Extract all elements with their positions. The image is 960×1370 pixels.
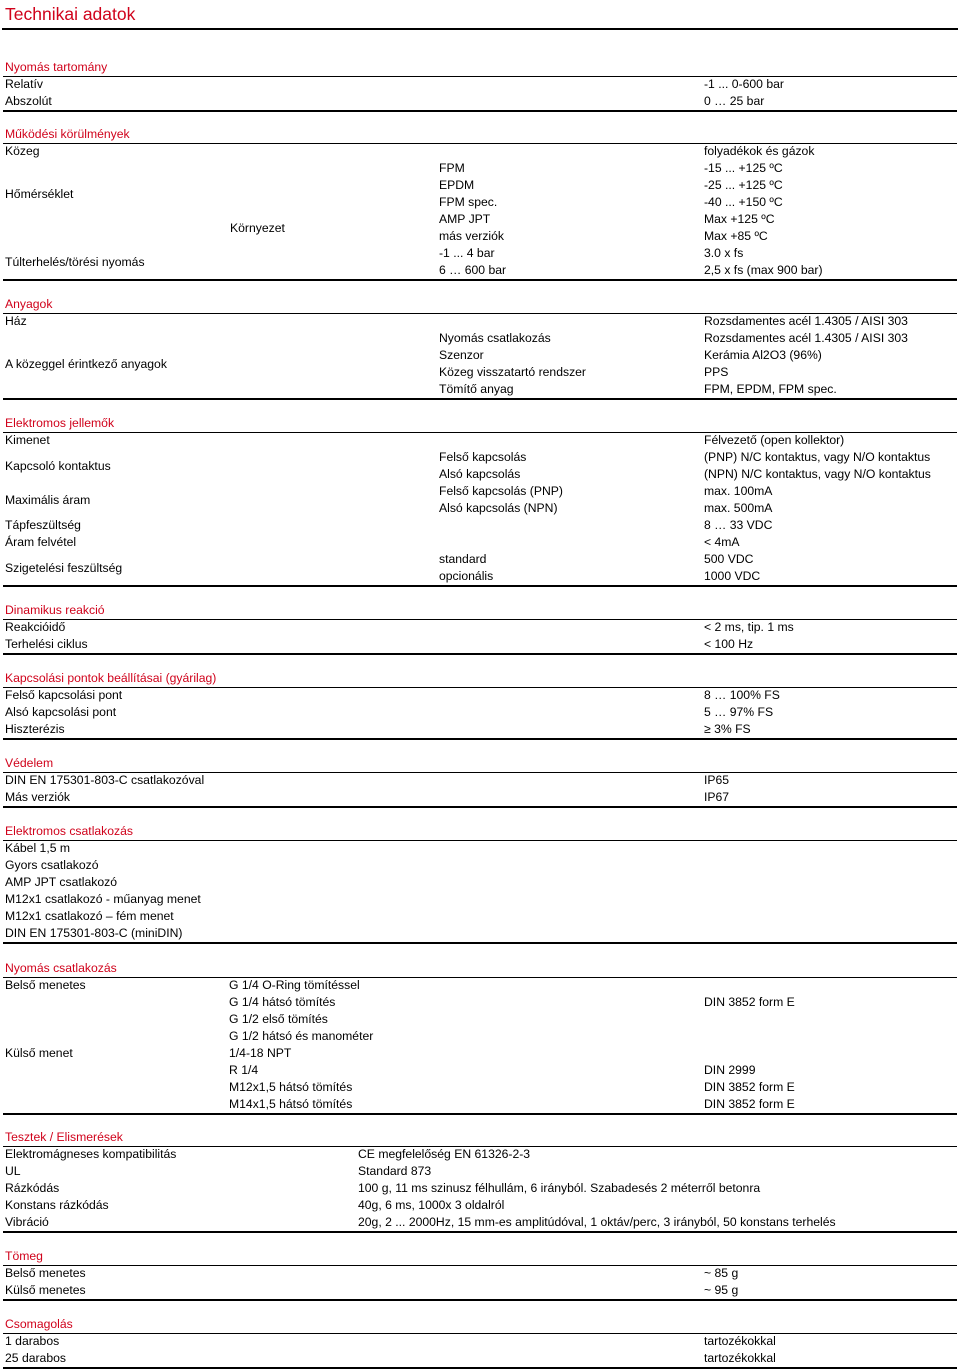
row-divider [3,738,957,740]
row-divider [3,585,957,587]
row-label: 1 darabos [5,1334,60,1348]
row-sub-label: 6 … 600 bar [439,263,507,277]
row-value: Max +85 ºC [704,229,768,243]
row-label: Áram felvétel [5,535,77,549]
row-sub-label: Felső kapcsolás (PNP) [439,484,563,498]
row-divider [3,110,957,112]
row-value: 8 … 33 VDC [704,518,773,532]
row-sub-label: 40g, 6 ms, 1000x 3 oldalról [358,1198,505,1212]
row-sub-label: 100 g, 11 ms szinusz félhullám, 6 irányból. Szabadesés 2 méterről betonra [358,1181,761,1195]
row-label: Más verziók [5,790,71,804]
row-label: Külső menet [5,1046,73,1060]
row-label: Hőmérséklet [5,186,74,201]
row-sub-label: G 1/4 O-Ring tömítéssel [229,978,360,992]
row-sub-label: Alsó kapcsolás (NPN) [439,501,558,515]
row-label: Elektromágneses kompatibilitás [5,1147,177,1161]
row-value: folyadékok és gázok [704,144,815,158]
row-divider [3,687,957,688]
row-label: Reakcióidő [5,620,66,634]
row-value: DIN 3852 form E [704,1080,795,1094]
row-value: (PNP) N/C kontaktus, vagy N/O kontaktus [704,450,931,464]
row-label: AMP JPT csatlakozó [5,875,117,889]
row-value: DIN 3852 form E [704,1097,795,1111]
row-value: max. 500mA [704,501,773,515]
row-value: -15 ... +125 ºC [704,161,783,175]
row-divider [3,619,957,620]
row-value: 0 … 25 bar [704,94,765,108]
row-label: Abszolút [5,94,52,108]
row-value: 2,5 x fs (max 900 bar) [704,263,823,277]
row-sub-label: G 1/4 hátsó tömítés [229,995,336,1009]
row-label: Konstans rázkódás [5,1198,109,1212]
row-sub-label: 20g, 2 ... 2000Hz, 15 mm-es amplitúdóval, 1 oktáv/perc, 3 irányból, 50 konstans terhelés [358,1215,836,1229]
row-sub-label: M12x1,5 hátsó tömítés [229,1080,353,1094]
row-value: -25 ... +125 ºC [704,178,783,192]
row-value: Kerámia Al2O3 (96%) [704,348,822,362]
row-sub-label: R 1/4 [229,1063,259,1077]
row-value: ≥ 3% FS [704,722,751,736]
row-sub-label: Tömítő anyag [439,382,514,396]
row-divider [3,942,957,944]
row-value: 500 VDC [704,552,754,566]
row-value: -40 ... +150 ºC [704,195,783,209]
row-value: FPM, EPDM, FPM spec. [704,382,837,396]
row-divider [3,653,957,655]
row-sub-label: 1/4-18 NPT [229,1046,292,1060]
section-heading: Elektromos jellemők [5,416,115,430]
row-label: Kábel 1,5 m [5,841,71,855]
row-divider [3,1265,957,1266]
section-heading: Tömeg [5,1249,43,1263]
row-label: DIN EN 175301-803-C csatlakozóval [5,773,205,787]
section-heading: Elektromos csatlakozás [5,824,134,838]
row-divider [3,1231,957,1233]
row-sub-label: Közeg visszatartó rendszer [439,365,586,379]
row-sub-label: Felső kapcsolás [439,450,527,464]
row-divider [3,1113,957,1115]
row-label: Ház [5,314,27,328]
row-divider [3,977,957,978]
row-label: Tápfeszültség [5,518,81,532]
row-value: ~ 85 g [704,1266,739,1280]
section-heading: Csomagolás [5,1317,73,1331]
row-label: Kapcsoló kontaktus [5,458,111,473]
row-label: Gyors csatlakozó [5,858,99,872]
row-value: < 100 Hz [704,637,754,651]
row-label: Belső menetes [5,978,86,992]
row-label: Terhelési ciklus [5,637,88,651]
row-sub-label: más verziók [439,229,505,243]
section-heading: Védelem [5,756,54,770]
row-sub-label: FPM spec. [439,195,498,209]
row-value: ~ 95 g [704,1283,739,1297]
row-divider [3,279,957,281]
row-label: DIN EN 175301-803-C (miniDIN) [5,926,183,940]
row-sub-label: Nyomás csatlakozás [439,331,551,345]
row-value: tartozékokkal [704,1351,776,1365]
row-value: (NPN) N/C kontaktus, vagy N/O kontaktus [704,467,931,481]
section-heading: Működési körülmények [5,127,130,141]
row-value: Rozsdamentes acél 1.4305 / AISI 303 [704,331,908,345]
row-label: UL [5,1164,21,1178]
row-label: Vibráció [5,1215,49,1229]
row-value: 5 … 97% FS [704,705,774,719]
row-value: tartozékokkal [704,1334,776,1348]
row-value: PPS [704,365,729,379]
row-value: < 2 ms, tip. 1 ms [704,620,794,634]
row-label: 25 darabos [5,1351,66,1365]
page-title: Technikai adatok [5,4,136,24]
row-sub-label: G 1/2 első tömítés [229,1012,328,1026]
row-value: < 4mA [704,535,740,549]
row-divider [3,398,957,400]
row-sub-label: standard [439,552,487,566]
row-label: Külső menetes [5,1283,86,1297]
row-label: M12x1 csatlakozó – fém menet [5,909,174,923]
section-heading: Anyagok [5,297,53,311]
row-label: A közeggel érintkező anyagok [5,356,167,371]
row-label: Közeg [5,144,40,158]
row-label: M12x1 csatlakozó - műanyag menet [5,892,201,906]
row-label: Relatív [5,77,43,91]
row-value: 3.0 x fs [704,246,744,260]
row-label: Maximális áram [5,492,91,507]
row-sub-label: G 1/2 hátsó és manométer [229,1029,374,1043]
section-heading: Nyomás tartomány [5,60,108,74]
row-label: Felső kapcsolási pont [5,688,123,702]
row-value: 8 … 100% FS [704,688,780,702]
section-heading: Nyomás csatlakozás [5,961,117,975]
row-value: IP67 [704,790,730,804]
row-divider [3,1299,957,1301]
row-label: Alsó kapcsolási pont [5,705,117,719]
row-sub-label: Standard 873 [358,1164,432,1178]
row-sub-label: Szenzor [439,348,484,362]
section-heading: Dinamikus reakció [5,603,105,617]
row-value: Félvezető (open kollektor) [704,433,845,447]
row-label: Belső menetes [5,1266,86,1280]
row-divider [3,1333,957,1334]
row-sub-label: M14x1,5 hátsó tömítés [229,1097,353,1111]
row-value: Max +125 ºC [704,212,775,226]
title-bar [2,0,958,30]
row-group-label: Környezet [230,220,285,235]
row-value: 1000 VDC [704,569,761,583]
row-value: IP65 [704,773,730,787]
section-heading: Kapcsolási pontok beállításai (gyárilag) [5,671,217,685]
row-sub-label: -1 ... 4 bar [439,246,495,260]
row-value: DIN 2999 [704,1063,756,1077]
row-label: Szigetelési feszültség [5,560,123,575]
row-label: Hiszterézis [5,722,65,736]
row-divider [3,840,957,841]
row-value: max. 100mA [704,484,773,498]
row-sub-label: opcionális [439,569,494,583]
row-sub-label: FPM [439,161,465,175]
row-label: Kimenet [5,433,50,447]
row-sub-label: Alsó kapcsolás [439,467,521,481]
row-sub-label: AMP JPT [439,212,491,226]
row-value: -1 ... 0-600 bar [704,77,784,91]
row-divider [3,76,957,77]
row-value: Rozsdamentes acél 1.4305 / AISI 303 [704,314,908,328]
row-sub-label: CE megfelelőség EN 61326-2-3 [358,1147,531,1161]
section-heading: Tesztek / Elismerések [5,1130,123,1144]
row-divider [3,1367,957,1369]
row-label: Túlterhelés/törési nyomás [5,254,145,269]
row-divider [3,806,957,808]
row-label: Rázkódás [5,1181,60,1195]
row-sub-label: EPDM [439,178,475,192]
row-value: DIN 3852 form E [704,995,795,1009]
